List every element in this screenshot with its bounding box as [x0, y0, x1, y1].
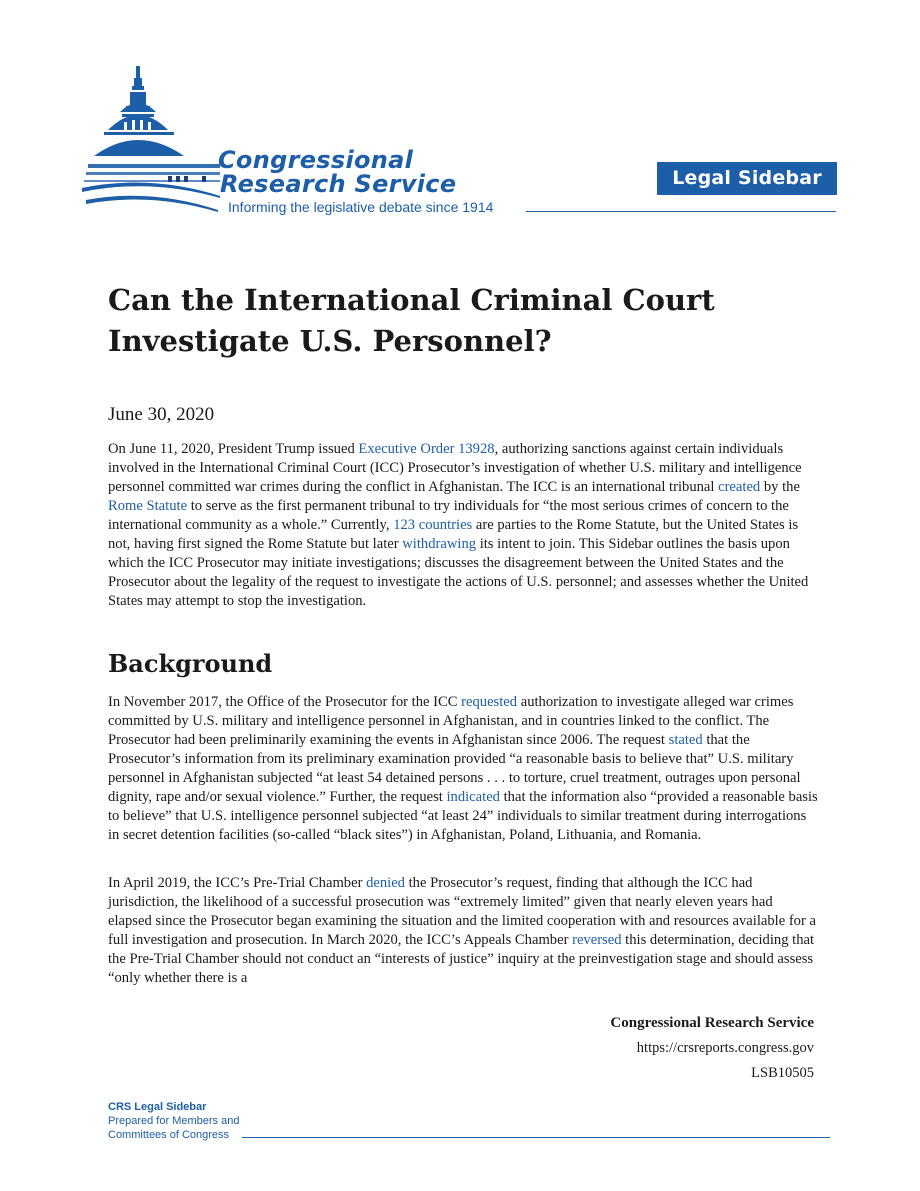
background-paragraph-1	[108, 693, 818, 845]
crs-logo	[80, 64, 540, 224]
footer-title: CRS Legal Sidebar	[108, 1101, 207, 1113]
link-withdrawing[interactable]: withdrawing	[402, 536, 477, 552]
crs-info-block	[610, 1013, 814, 1083]
header-divider	[526, 211, 836, 212]
link-123-countries[interactable]: 123 countries	[393, 517, 473, 533]
capitol-dome-icon	[80, 64, 220, 214]
link-indicated[interactable]: indicated	[446, 789, 500, 805]
link-created[interactable]: created	[718, 479, 761, 495]
text-run: by the	[760, 479, 800, 495]
crs-url[interactable]: https://crsreports.congress.gov	[636, 1040, 814, 1056]
logo-wordmark-line2: Research Service	[220, 170, 457, 198]
text-run: In April 2019, the ICC’s Pre-Trial Chamber	[108, 875, 367, 891]
text-run: this determination, deciding that the Pre-Trial Chamber should not conduct an “interests of justice” inquiry at the preinvestigation stage and should assess “only whether there is a	[108, 932, 815, 986]
logo-tagline: Informing the legislative debate since 1914	[228, 199, 494, 215]
legal-sidebar-badge: Legal Sidebar	[657, 162, 837, 195]
link-requested[interactable]: requested	[461, 694, 518, 710]
link-reversed[interactable]: reversed	[572, 932, 622, 948]
text-run: , authorizing sanctions against certain individuals involved in the International Criminal Court (ICC) Prosecutor’s investigation of whether U.S. military and intelligence personnel committed war crimes during the conflict in Afghanistan. The ICC is an international tribunal	[108, 441, 802, 495]
background-paragraph-2	[108, 874, 818, 988]
text-run: are parties to the Rome Statute, but the United States is not, having first signed the Rome Statute but later	[108, 517, 799, 552]
text-run: that the information also “provided a reasonable basis to believe” that U.S. intelligence personnel subjected “at least 24” individuals to similar treatment during interrogations in secret detention facilities (so-called “black sites”) in Afghanistan, Poland, Lithuania, and Romania.	[108, 789, 818, 843]
publication-date: June 30, 2020	[108, 404, 215, 425]
link-executive-order[interactable]: Executive Order 13928	[358, 441, 495, 457]
footer-divider	[242, 1137, 830, 1138]
text-run: its intent to join. This Sidebar outlines the basis upon which the ICC Prosecutor may initiate investigations; discusses the disagreement between the United States and the Prosecutor about the legality of the request to investigate the actions of U.S. personnel; and assesses whether the United States may attempt to stop the investigation.	[108, 536, 809, 609]
link-stated[interactable]: stated	[668, 732, 703, 748]
text-run: On June 11, 2020, President Trump issued	[108, 441, 359, 457]
text-run: that the Prosecutor’s information from its preliminary examination provided “a reasonable basis to believe that” U.S. military personnel in Afghanistan subjected “at least 54 detained persons . . . to torture, cruel treatment, outrages upon personal dignity, rape and/or sexual violence.” Further, the request	[108, 732, 801, 805]
section-heading-background: Background	[108, 649, 273, 678]
link-rome-statute[interactable]: Rome Statute	[108, 498, 188, 514]
crs-name: Congressional Research Service	[610, 1015, 814, 1031]
footer-line-1: Prepared for Members and	[108, 1115, 240, 1127]
page-title: Can the International Criminal Court Investigate U.S. Personnel?	[108, 283, 715, 358]
text-run: authorization to investigate alleged war crimes committed by U.S. military and intelligence personnel in Afghanistan, and in countries linked to the conflict. The Prosecutor had been preliminarily examining the events in Afghanistan since 2006. The request	[108, 694, 794, 748]
link-denied[interactable]: denied	[366, 875, 405, 891]
intro-paragraph	[108, 440, 818, 611]
footer-line-2: Committees of Congress	[108, 1129, 230, 1141]
text-run: In November 2017, the Office of the Prosecutor for the ICC	[108, 694, 462, 710]
page-footer	[108, 1101, 239, 1142]
logo-wordmark-line1: Congressional	[218, 146, 414, 174]
text-run: the Prosecutor’s request, finding that although the ICC had jurisdiction, the likelihood of a successful prosecution was “extremely limited” given that nearly eleven years had elapsed since the Prosecutor began examining the situation and the limited cooperation with and resources available for a full investigation and prosecution. In March 2020, the ICC’s Appeals Chamber	[108, 875, 816, 948]
text-run: to serve as the first permanent tribunal to try individuals for “the most serious crimes of concern to the international community as a whole.” Currently,	[108, 498, 789, 533]
report-id: LSB10505	[751, 1065, 814, 1081]
